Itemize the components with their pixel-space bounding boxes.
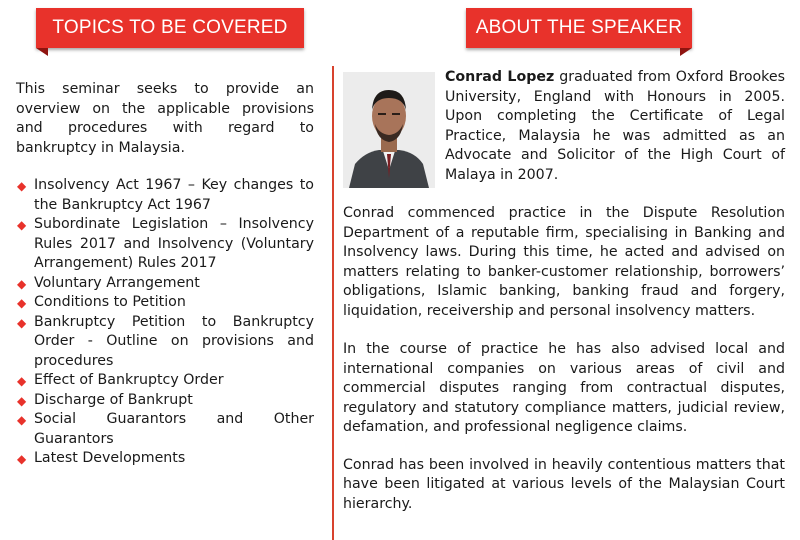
diamond-bullet-icon: ◆ [17,413,27,427]
list-item [16,371,314,391]
speaker-bio-intro: graduated from Oxford Brookes University, England with Honours in 2005. Upon completing the Certificate of Legal Practice, Malaysia he was admitted as an Advocate and Solicitor of the High Court of Malaya in 2007. [445,69,786,183]
diamond-bullet-icon: ◆ [17,374,27,388]
diamond-bullet-icon: ◆ [17,393,27,408]
topic-text: Conditions to Petition [34,294,186,310]
topic-text: Insolvency Act 1967 – Key changes to the Bankruptcy Act 1967 [34,177,314,213]
list-item [16,449,314,469]
diamond-bullet-icon: ◆ [17,315,27,330]
diamond-bullet-icon: ◆ [17,276,27,291]
topic-text: Subordinate Legislation – Insolvency Rules 2017 and Insolvency (Voluntary Arrangement) Rules 2017 [34,216,314,271]
topic-text: Bankruptcy Petition to Bankruptcy Order - Outline on provisions and procedures [34,313,314,369]
speaker-advice-paragraph: In the course of practice he has also advised local and international companies on various areas of civil and commercial disputes ranging from contractual disputes, regulatory and statutory compliance matters, judicial review, defamation, and professional negligence claims. [343,341,785,435]
topic-text: Discharge of Bankrupt [34,391,193,408]
speaker-litigation-paragraph: Conrad has been involved in heavily contentious matters that have been litigated at various levels of the Malaysian Court hierarchy. [343,456,785,512]
list-item [16,176,314,215]
list-item [16,274,314,294]
seminar-intro: This seminar seeks to provide an overview on the applicable provisions and procedures with regard to bankruptcy in Malaysia. [16,81,314,156]
topic-text: Social Guarantors and Other Guarantors [34,411,314,447]
diamond-bullet-icon: ◆ [17,179,27,193]
topics-list [16,176,314,469]
topic-text: Latest Developments [34,450,186,466]
list-item [16,313,314,372]
topic-text: Effect of Bankruptcy Order [34,372,224,388]
list-item [16,215,314,274]
list-item [16,293,314,313]
topic-text: Voluntary Arrangement [34,274,200,291]
topics-column [16,80,314,469]
column-divider [332,66,334,540]
speaker-name: Conrad Lopez [445,69,555,85]
diamond-bullet-icon: ◆ [17,218,27,232]
topics-heading-ribbon: TOPICS TO BE COVERED [36,8,304,48]
list-item [16,391,314,411]
speaker-heading-ribbon: ABOUT THE SPEAKER [466,8,692,48]
list-item [16,410,314,449]
speaker-photo [343,72,435,188]
speaker-practice-paragraph: Conrad commenced practice in the Dispute Resolution Department of a reputable firm, specialising in Banking and Insolvency laws. During this time, he acted and advised on matters relating to banker-customer relationship, borrowers’ obligations, Islamic banking, banking fraud and forgery, liquidation, receivership and personal insolvency matters. [343,205,785,319]
diamond-bullet-icon: ◆ [17,296,27,310]
diamond-bullet-icon: ◆ [17,452,27,466]
speaker-column [343,66,785,514]
